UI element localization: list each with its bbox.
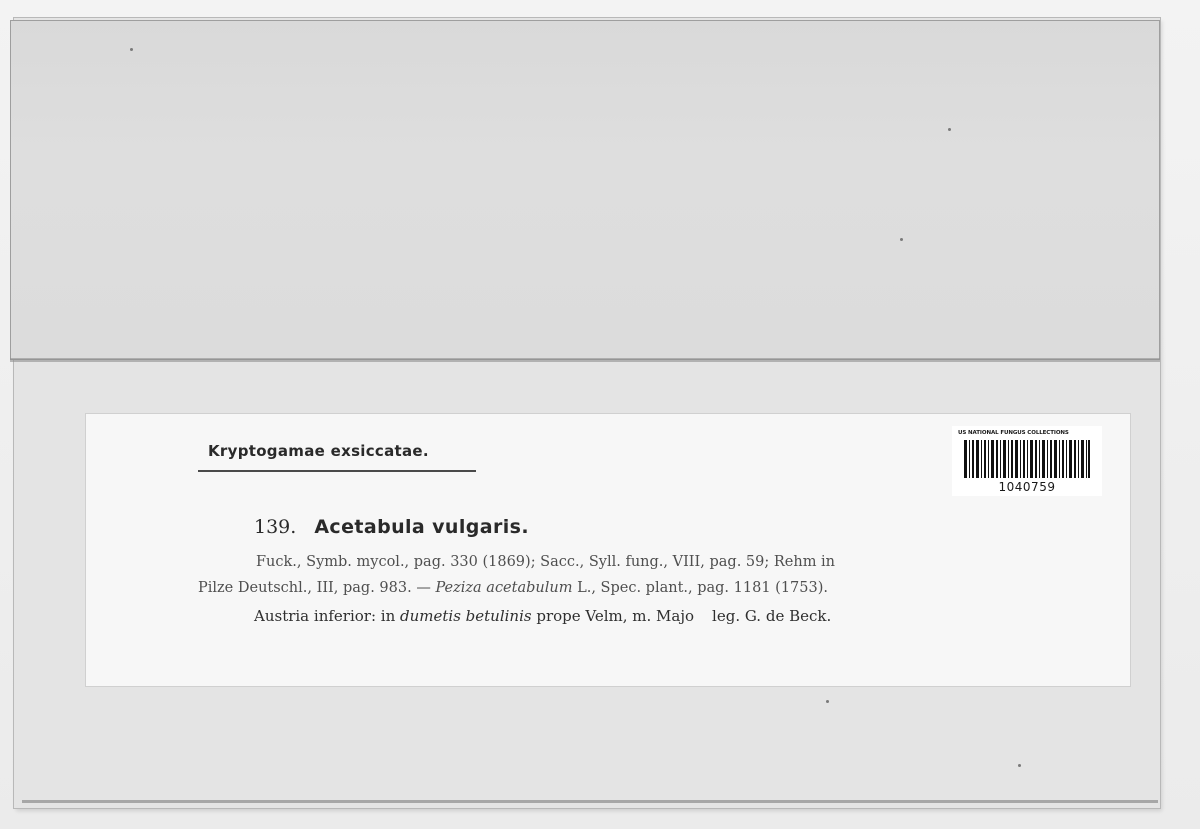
paper-speck — [826, 700, 829, 703]
paper-speck — [948, 128, 951, 131]
species-heading — [254, 516, 529, 538]
barcode-header: US NATIONAL FUNGUS COLLECTIONS — [958, 430, 1069, 436]
folder-top-flap — [10, 20, 1160, 360]
reference-line-2 — [198, 580, 828, 596]
reference-line-2-prefix: Pilze Deutschl., III, pag. 983. — — [198, 580, 436, 596]
paper-speck — [1018, 764, 1021, 767]
barcode-number: 1040759 — [998, 480, 1056, 494]
specimen-label — [86, 414, 1130, 686]
synonym-name: Peziza acetabulum — [435, 580, 573, 596]
reference-line-2-suffix: L., Spec. plant., pag. 1181 (1753). — [572, 580, 828, 596]
barcode-sticker — [952, 426, 1102, 496]
sheet-bottom-edge — [22, 800, 1158, 803]
locality-suffix: prope Velm, m. Majo — [531, 607, 695, 625]
barcode-icon — [964, 440, 1090, 478]
locality-prefix: Austria inferior: in — [254, 607, 401, 625]
series-title: Kryptogamae exsiccatae. — [208, 442, 429, 460]
flap-fold-edge — [10, 358, 1160, 362]
reference-line-1: Fuck., Symb. mycol., pag. 330 (1869); Sacc., Syll. fung., VIII, pag. 59; Rehm in — [256, 554, 836, 570]
paper-speck — [130, 48, 133, 51]
habitat: dumetis betulinis — [400, 607, 532, 625]
series-title-underline — [198, 470, 476, 472]
exsiccata-number: 139. — [254, 516, 297, 538]
species-name: Acetabula vulgaris. — [314, 516, 530, 538]
locality-line — [254, 607, 831, 625]
collector: leg. G. de Beck. — [712, 607, 832, 625]
paper-speck — [900, 238, 903, 241]
